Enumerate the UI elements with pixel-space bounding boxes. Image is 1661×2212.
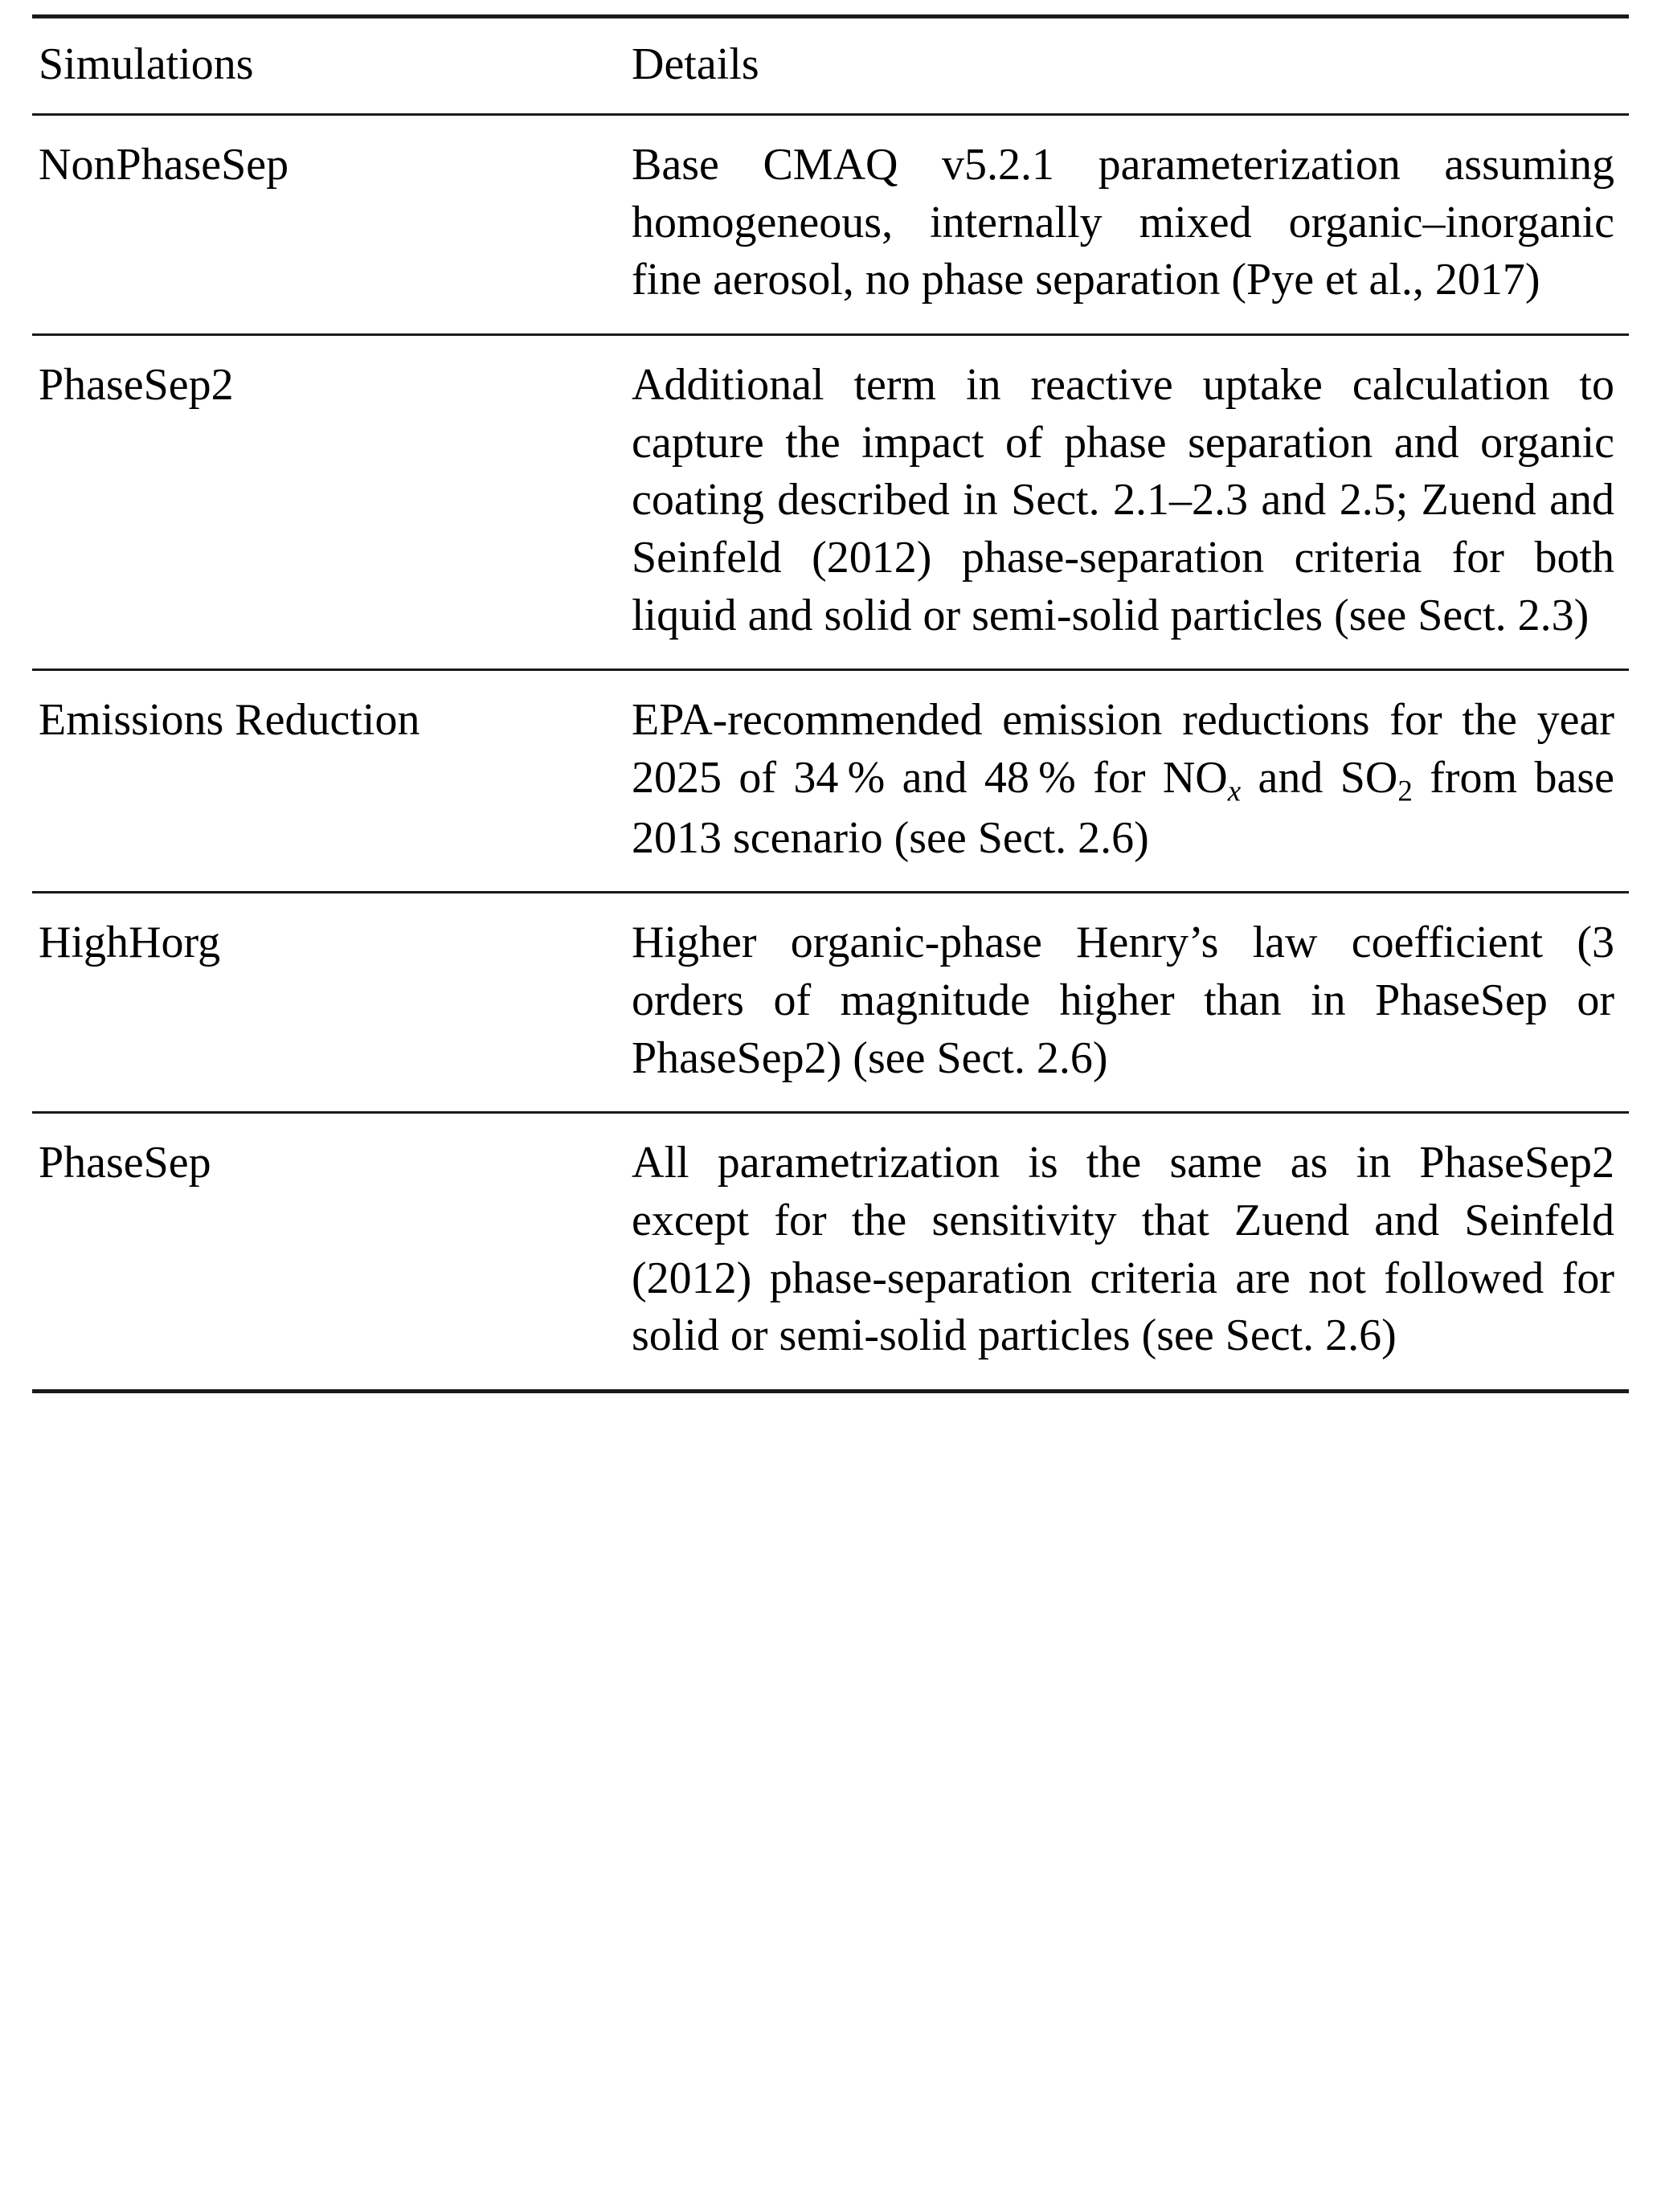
simulation-details: Additional term in reactive uptake calculation to capture the impact of phase separation and organic coating described in Sect. 2.1–2.3 and 2.5; Zuend and Seinfeld (2012) phase-separation criteria for both liquid and solid or semi-solid particles (see Sect. 2.3) (632, 360, 1614, 640)
column-header-simulations: Simulations (39, 39, 254, 89)
details-text-part: and SO (1241, 753, 1398, 803)
simulation-details (627, 671, 1629, 891)
column-header-details: Details (632, 39, 759, 89)
table-header-row (32, 18, 1629, 113)
simulations-table (32, 14, 1629, 1393)
simulation-name: PhaseSep2 (39, 360, 234, 411)
details-subscript-x: x (1227, 774, 1242, 808)
horizontal-rule (32, 1389, 1629, 1393)
table-row (32, 336, 1629, 669)
table-bottom-rule (32, 1389, 1629, 1393)
table-row (32, 893, 1629, 1111)
details-text-part: EPA-recommended emission reductions for the year 2025 of 34 % and 48 % for NO (632, 695, 1614, 803)
details-text-part: from base 2013 scenario (see Sect. 2.6) (632, 753, 1615, 863)
simulation-details: Higher organic-phase Henry’s law coefficient (3 orders of magnitude higher than in PhaseSep or PhaseSep2) (see Sect. 2.6) (632, 918, 1614, 1083)
table-row (32, 1114, 1629, 1389)
simulation-name: HighHorg (39, 918, 221, 968)
simulation-details: Base CMAQ v5.2.1 parameterization assuming homogeneous, internally mixed organic–inorganic fine aerosol, no phase separation (Pye et al., 2017) (632, 140, 1614, 305)
simulation-name: Emissions Reduction (39, 695, 420, 746)
table-row (32, 116, 1629, 333)
table-row (32, 671, 1629, 891)
details-subscript-2: 2 (1397, 774, 1413, 808)
simulation-details: All parametrization is the same as in PhaseSep2 except for the sensitivity that Zuend and Seinfeld (2012) phase-separation criteria are not followed for solid or semi-solid particles (see Sect. 2.6) (632, 1138, 1614, 1361)
simulation-name: PhaseSep (39, 1138, 211, 1188)
simulation-name: NonPhaseSep (39, 140, 289, 190)
